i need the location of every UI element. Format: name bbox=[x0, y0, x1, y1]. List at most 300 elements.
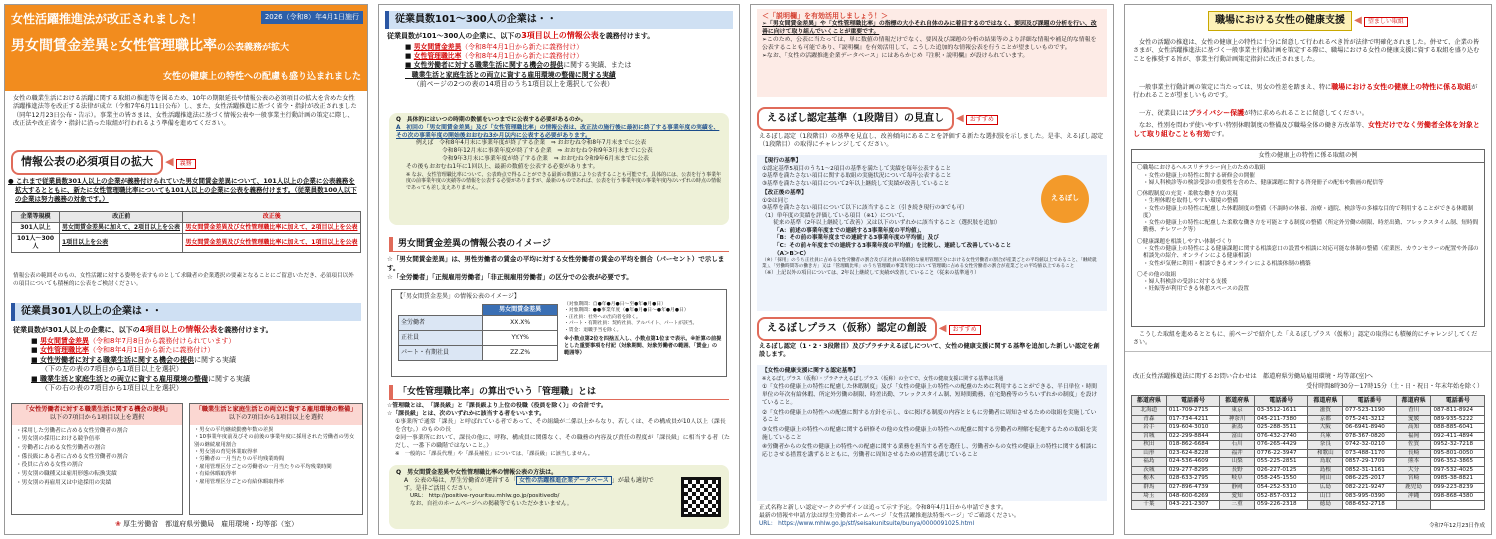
prefecture-cell: 秋田 bbox=[1132, 441, 1167, 450]
balance-box bbox=[189, 403, 363, 515]
phone-cell: 026-227-0125 bbox=[1254, 466, 1307, 475]
phone-cell: 018-862-6684 bbox=[1166, 441, 1219, 450]
prefecture-cell: 宮城 bbox=[1132, 432, 1167, 441]
section2-title: 男女間賃金差異の情報公表のイメージ bbox=[389, 237, 729, 252]
balance-box-sub: 以下の7項目から1項目以上を選択 bbox=[228, 414, 324, 422]
banner-main-b: と bbox=[109, 42, 119, 53]
footer-text: 厚生労働省 都道府県労働局 雇用環境・均等部（室） bbox=[123, 520, 299, 528]
section2-items bbox=[31, 337, 361, 394]
item-c: （下の左の表の7項目から1項目以上を選択） bbox=[41, 365, 183, 374]
leaflet-page-4 bbox=[1124, 4, 1492, 535]
para3-c: が特に求められることに留意してください。 bbox=[1244, 110, 1368, 117]
prefecture-cell: 宮崎 bbox=[1396, 475, 1431, 484]
list-item: ③女性の健康上の特性への配慮に関する研修その他の女性の健康上の特性への配慮に関する労働者の理解を促進するための取組を実施していること bbox=[762, 426, 1097, 441]
th-phone: 電話番号 bbox=[1431, 396, 1485, 407]
prefecture-cell: 岡山 bbox=[1308, 475, 1343, 484]
database-url[interactable]: URL： http://positive-ryouritsu.mhlw.go.jp/positivedb/ bbox=[410, 493, 560, 500]
plus-criteria-head: 【女性の健康支援に関する認定基準】 bbox=[762, 368, 859, 374]
prefecture-cell: 福井 bbox=[1220, 449, 1255, 458]
list-item: ③基準を満たさない項目について2年以上継続して実績が改善していること bbox=[762, 180, 950, 187]
phone-cell: 0857-29-1709 bbox=[1343, 458, 1396, 467]
created-date: 令和7年12月23日作成 bbox=[1429, 523, 1485, 529]
th-size: 企業等規模 bbox=[12, 212, 60, 223]
section2-heading bbox=[751, 107, 1113, 131]
prefecture-phone-table bbox=[1131, 395, 1485, 510]
item-c: に関する実績、または bbox=[563, 61, 632, 70]
section2-title: 従業員301人以上の企業は・・ bbox=[11, 303, 361, 321]
list-item: ・男女の平均継続勤務年数の差異 bbox=[194, 426, 274, 433]
page4-tag: 望ましい取組 bbox=[1364, 17, 1408, 27]
balance-box-title: 「職業生活と家庭生活との両立に資する雇用環境の整備」 bbox=[195, 406, 357, 413]
leaflet-page-3 bbox=[750, 4, 1114, 535]
table-cell: YY.Y% bbox=[483, 331, 558, 346]
section1-title: 従業員数101～300人の企業は・・ bbox=[385, 11, 733, 29]
item-c: に資する雇用環境の整備に関する実績 bbox=[500, 70, 616, 79]
opportunity-box-sub: 以下の7項目から1項目以上を選択 bbox=[49, 414, 145, 422]
section3-heading bbox=[751, 317, 1113, 341]
phone-cell: 082-221-9247 bbox=[1343, 484, 1396, 493]
section3-lead: えるぼし認定（1・2・3段階目）及びプラチナえるぼしについて、女性の健康支援に関する基準を追加した新しい認定を創設します。 bbox=[759, 343, 1100, 359]
table-row bbox=[1132, 492, 1485, 501]
para3 bbox=[1125, 109, 1491, 118]
section3-tag: おすすめ bbox=[949, 325, 981, 335]
phone-cell: 027-896-4739 bbox=[1166, 484, 1219, 493]
list-item: ・男女別の育児休業取得率 bbox=[194, 448, 258, 455]
phone-cell: 054-252-5310 bbox=[1254, 484, 1307, 493]
para4-c: です。 bbox=[1210, 131, 1229, 139]
balance-list bbox=[190, 425, 362, 488]
list-item: ④労働者からの女性の健康上の特性への配慮に関する業務を担当する者を選任し、労働者からの女性の健康上の特性に関する相談に応じさせる措置を講ずるとともに、労働者に周知させるための措置を講じていること bbox=[762, 444, 1097, 458]
list-item: 「A：前述の事業年度までの連続する3事業年度の平均値」、 bbox=[774, 227, 925, 234]
phone-cell: 0952-32-7218 bbox=[1431, 441, 1485, 450]
prefecture-cell: 鹿児島 bbox=[1396, 484, 1431, 493]
eruboshi-badge-text: えるぼし bbox=[1051, 194, 1079, 203]
prefecture-cell: 滋賀 bbox=[1308, 407, 1343, 416]
table-row bbox=[1132, 501, 1485, 510]
para4 bbox=[1125, 121, 1491, 140]
list-item bbox=[405, 52, 733, 61]
plus-criteria-sub: ※えるぼしプラス（仮称）・プラチナえるぼしプラス（仮称）の全てで、女性の健康支援に関する基準は共通 bbox=[762, 375, 1004, 382]
leaflet-page-1 bbox=[4, 4, 368, 535]
prefecture-cell: 佐賀 bbox=[1396, 441, 1431, 450]
section1-lead bbox=[379, 31, 739, 42]
table-row bbox=[1132, 441, 1485, 450]
table-row bbox=[1132, 449, 1485, 458]
list-item: 〇休暇制度の充実・柔軟な働き方の実現 bbox=[1137, 191, 1238, 198]
table-row bbox=[1132, 458, 1485, 467]
list-item: ・男女別の職種又は雇用形態の転換実績 bbox=[16, 471, 117, 477]
list-item: 「C：その前々年度までの連続する3事業年度の平均値」を比較し、連続して改善していること bbox=[774, 243, 1012, 250]
list-item: 〇職場におけるヘルスリテラシー向上のための取組 bbox=[1137, 165, 1266, 172]
section2-text-b: ☆「全労働者」「正規雇用労働者」「非正規雇用労働者」の区分での公表が必要です。 bbox=[387, 272, 633, 281]
section2-text-a: ☆「男女間賃金差異」は、男性労働者の賃金の平均に対する女性労働者の賃金の平均を割合（パーセント）で示します。 bbox=[387, 255, 725, 272]
list-item: ・生理休暇を取得しやすい環境の整備 bbox=[1143, 198, 1239, 205]
page4-heading bbox=[1165, 11, 1451, 31]
phone-cell: 097-532-4025 bbox=[1431, 466, 1485, 475]
table-row bbox=[1132, 407, 1485, 416]
disclosure-table bbox=[11, 211, 361, 253]
item-a: ■ bbox=[405, 52, 414, 61]
item-c: に関する実績 bbox=[208, 374, 251, 383]
phone-cell: 022-299-8844 bbox=[1166, 432, 1219, 441]
phone-cell: 076-265-4429 bbox=[1254, 441, 1307, 450]
table-row bbox=[1132, 432, 1485, 441]
list-item bbox=[405, 80, 733, 89]
list-item: ・有給休暇取得率 bbox=[194, 471, 237, 478]
th-phone: 電話番号 bbox=[1254, 396, 1307, 407]
table-header bbox=[12, 212, 361, 223]
section1-heading bbox=[385, 11, 733, 29]
list-item: ・婦人科検診等の検診受診の重要性を含めた、健康課題に関する啓発冊子の配布や動画の配信等 bbox=[1143, 179, 1384, 186]
list-item: （対象期間：自●年●月●日～至●年●月●日） bbox=[564, 302, 666, 307]
database-link[interactable]: 女性の活躍推進企業データベース bbox=[516, 476, 612, 485]
eruboshi-criteria-box bbox=[757, 155, 1107, 311]
banner-main-a: 男女間賃金差異 bbox=[11, 38, 109, 54]
list-item bbox=[31, 346, 361, 355]
list-item: ・女性の健康上の特性に配慮した休暇制度の整備（不調時の休養、治療・通院、検診等の多様な目的で利用することができる休暇制度） bbox=[1143, 205, 1474, 219]
section2-heading bbox=[11, 303, 361, 321]
prefecture-cell: 広島 bbox=[1308, 484, 1343, 493]
list-item: 〇その他の取組 bbox=[1137, 271, 1177, 278]
phone-cell: 0852-31-1161 bbox=[1343, 466, 1396, 475]
section2-tag: おすすめ bbox=[966, 115, 998, 125]
table-row bbox=[399, 346, 558, 361]
item-a: ■ 職業生活と家庭生活との両立に資する雇用環境の整備 bbox=[31, 374, 209, 383]
initiatives-list bbox=[1132, 163, 1484, 295]
phone-cell bbox=[1431, 501, 1485, 510]
table-header bbox=[1132, 396, 1485, 407]
list-item: ・女性の健康上の特性に配慮した柔軟な働き方を可能とする制度の整備（所定外労働の制限、時差出勤、フレックスタイム制、短時間勤務、テレワーク等） bbox=[1143, 220, 1479, 234]
phone-cell: 03-3512-1611 bbox=[1254, 407, 1307, 416]
item-c: に関する実績 bbox=[194, 355, 237, 364]
section3-text bbox=[379, 403, 739, 458]
list-item: ②同一事業所において、課長の他に、呼称、構成員に関係なく、その職務の内容及び責任の程度が「課長級」に相当する者（ただし、一番下の職階ではないこと。） bbox=[395, 434, 730, 449]
section2-lead bbox=[5, 325, 367, 336]
section2-lead-c: を義務付けます。 bbox=[217, 326, 273, 334]
eruboshi-badge-icon bbox=[1041, 175, 1089, 223]
section1-heading bbox=[5, 150, 367, 175]
prefecture-cell: 東京 bbox=[1220, 407, 1255, 416]
list-item: 令和9年3月末に事業年度が終了する企業 ⇒ おおむね令和9年6月末までに公表 bbox=[442, 156, 649, 163]
arrow-icon: ◀ bbox=[1354, 15, 1362, 26]
list-item: （1）単年度の実績を評価している項目（※1）について、 bbox=[762, 212, 908, 219]
opportunity-box-head bbox=[12, 404, 182, 425]
prefecture-cell: 徳島 bbox=[1308, 501, 1343, 510]
table-row bbox=[12, 223, 361, 234]
list-item: ・労働者に占める女性労働者の割合 bbox=[16, 445, 106, 452]
qa-method-answer bbox=[396, 477, 661, 493]
phone-cell: 096-352-3865 bbox=[1431, 458, 1485, 467]
explanation-box bbox=[757, 9, 1107, 97]
prefecture-cell: 高知 bbox=[1396, 424, 1431, 433]
phone-cell: 073-488-1170 bbox=[1343, 449, 1396, 458]
list-item: ①「女性の健康上の特性に配慮した休暇制度」及び「女性の健康上の特性への配慮のために利用することができる、半日単位・時間単位の年次有給休暇、所定外労働の制限、時差出勤、フレックスタイム制、短時間勤務、在宅勤務等のうちいずれかの制度」を設けていること。 bbox=[762, 384, 1098, 406]
table-cell: 101人～300人 bbox=[12, 234, 60, 253]
list-item: 令和8年12月末に事業年度が終了する企業 ⇒ おおむね令和9年3月末までに公表 bbox=[442, 148, 653, 155]
banner-date: 2026（令和8）年4月1日施行 bbox=[261, 11, 363, 24]
prefecture-cell: 静岡 bbox=[1220, 484, 1255, 493]
prefecture-cell: 愛媛 bbox=[1396, 415, 1431, 424]
phone-cell: 043-221-2307 bbox=[1166, 501, 1219, 510]
phone-cell: 078-367-0820 bbox=[1343, 432, 1396, 441]
table-note: 情報公表の範囲そのもの、女性活躍に対する姿勢を表すものとして求職者の企業選択の要素となることにご留意いただき、必須項目以外の項目についても積極的に公表をご検討ください。 bbox=[13, 273, 354, 287]
balance-box-head bbox=[190, 404, 362, 425]
table-cell: 正社員 bbox=[399, 331, 483, 346]
section1-items bbox=[405, 43, 733, 89]
prefecture-cell: 香川 bbox=[1396, 407, 1431, 416]
qa-timing-question: Q 具体的にはいつの時期の数値をいつまでに公表する必要があるのか。 bbox=[396, 117, 587, 123]
phone-cell: 06-6941-8940 bbox=[1343, 424, 1396, 433]
list-item: ・パート・有期社員：契約社員、アルバイト、パートが該当。 bbox=[564, 321, 698, 327]
intro-text: 女性の職業生活における活躍に関する取組の推進等を図るため、10年の期限延長や情報公表の必須項目の拡大を含めた女性活躍推進法等を改正する法律が成立（令和7年6月11日公布）し、また、女性活躍推進に基づく省令・指針が改正されました（同年12月23日公布・告示）。事業主の皆さまは、女性活躍推進法に基づく情報公表や一般事業主行動計画の策定に際し、改正法や改正省令・指針に沿った取組が行われるよう準備を進めてください。 bbox=[13, 95, 357, 128]
prefecture-cell: 石川 bbox=[1220, 441, 1255, 450]
phone-cell: 088-652-2718 bbox=[1343, 501, 1396, 510]
prefecture-cell: 兵庫 bbox=[1308, 432, 1343, 441]
qa-method-question: Q 男女間賃金差異や女性管理職比率の情報公表の方法は。 bbox=[396, 469, 558, 476]
banner-main-d: の公表義務が拡大 bbox=[217, 43, 290, 53]
table-row bbox=[1132, 424, 1485, 433]
phone-cell: 048-600-6269 bbox=[1166, 492, 1219, 501]
item-a: ■ bbox=[31, 337, 41, 345]
section3-title: 「女性管理職比率」の算出でいう「管理職」とは bbox=[389, 385, 729, 400]
mhlw-url[interactable]: URL： https://www.mhlw.go.jp/stf/seisakunitsuite/bunya/0000091025.html bbox=[759, 520, 975, 527]
table-cell: 男女間賃金差異及び女性管理職比率に加えて、1項目以上を公表 bbox=[183, 234, 361, 253]
contact-hours: 受付時間8時30分～17時15分（土・日・祝日・年末年始を除く） bbox=[1306, 383, 1483, 390]
section3-heading bbox=[389, 385, 729, 400]
list-item: ・10事業年度前及びその前後の事業年度に採用された労働者の男女別の継続雇用割合 bbox=[194, 434, 355, 448]
list-item: 従来の基準（2年以上継続して改善）又は以下のいずれかに該当すること（選択肢を追加） bbox=[762, 220, 1001, 227]
list-item bbox=[31, 356, 361, 365]
list-item: ※ 一般的に「課長代理」や「課長補佐」については、「課長級」に該当しません。 bbox=[395, 450, 593, 457]
item-b: 男女間賃金差異 bbox=[40, 337, 90, 345]
section1-lead-c: を義務付けます。 bbox=[598, 32, 655, 40]
list-item: ➢なお、「女性の活躍推進企業データベース」にはあらかじめ『注釈・説明欄』が設けられています。 bbox=[762, 53, 1029, 60]
list-item: 例えば 令和8年4月末に事業年度が終了する企業 ⇒ おおむね令和8年7月末までに公表 bbox=[416, 140, 647, 147]
section2-heading bbox=[389, 237, 729, 252]
list-item: ・雇用管理区分ごとの労働者の一月当たりの平均残業時間 bbox=[194, 463, 332, 470]
banner-main bbox=[11, 37, 289, 56]
table-cell: 301人以上 bbox=[12, 223, 60, 234]
list-item bbox=[31, 375, 361, 384]
item-c: （令和8年4月1日から新たに義務付け） bbox=[461, 52, 584, 61]
item-c: （令和8年7月8日から義務付けられています） bbox=[89, 337, 236, 345]
prefecture-cell: 千葉 bbox=[1132, 501, 1167, 510]
wage-sample-head: 男女間賃金差異 bbox=[483, 305, 558, 316]
qa-method bbox=[389, 465, 729, 529]
para2-a: 一般事業主行動計画の策定に当たっては、男女の性差を踏まえ、特に bbox=[1139, 84, 1332, 91]
qa-timing-answer: A 初回の「男女間賃金差異」及び「女性管理職比率」の情報公表は、改正法の施行後に最初に終了する事業年度の実績を、その次の事業年度の開始後おおむね3か月以内に公表する必要があります。 bbox=[396, 124, 720, 139]
list-item: ③基準を満たさない項目について以下に該当すること（引き続き現行の③でも可） bbox=[762, 205, 968, 212]
prefecture-cell: 北海道 bbox=[1132, 407, 1167, 416]
prefecture-cell: 三重 bbox=[1220, 501, 1255, 510]
th-pref: 都道府県 bbox=[1308, 396, 1343, 407]
para2 bbox=[1125, 83, 1491, 101]
list-item: ・役員に占める女性の割合 bbox=[16, 462, 84, 469]
list-item: （A＞B＞C） bbox=[774, 250, 810, 257]
phone-cell: 029-277-8295 bbox=[1166, 466, 1219, 475]
phone-cell: 052-857-0312 bbox=[1254, 492, 1307, 501]
th-after: 改正後 bbox=[183, 212, 361, 223]
list-item: ①認定基準5項目のうち1～2項目の基準を満たして実績を毎年公表すること bbox=[762, 165, 952, 172]
th-phone: 電話番号 bbox=[1343, 396, 1396, 407]
phone-cell: 092-411-4894 bbox=[1431, 432, 1485, 441]
phone-cell: 083-995-0390 bbox=[1343, 492, 1396, 501]
section1-lead-b: 3項目以上の情報公表 bbox=[521, 31, 599, 40]
table-row bbox=[1132, 484, 1485, 493]
banner-line1: 女性活躍推進法が改正されました！ bbox=[11, 12, 204, 26]
explanation-lines bbox=[762, 21, 1102, 61]
opportunity-box bbox=[11, 403, 183, 515]
wage-sample-bold: ※小数点第2位を四捨五入し、小数点第1位まで表示。※計算の前提とした重要事項を付記（対象期間、対象労働者の範囲、「賃金」の範囲等） bbox=[564, 336, 722, 357]
item-c: （令和8年4月1日から新たに義務付け） bbox=[461, 43, 584, 51]
list-item: ・女性の健康上の特性による健康課題に関する相談窓口の設置や相談に対応可能な体制の整備（産業医、カウンセラーの配置や外部の相談先の紹介、オンラインによる健康相談） bbox=[1143, 246, 1479, 260]
phone-cell: 0985-38-8821 bbox=[1431, 475, 1485, 484]
th-pref: 都道府県 bbox=[1220, 396, 1255, 407]
phone-cell: 075-241-3212 bbox=[1343, 415, 1396, 424]
prefecture-cell: 島根 bbox=[1308, 466, 1343, 475]
phone-cell: 0776-22-3947 bbox=[1254, 449, 1307, 458]
list-item: ・対象期間：●●事業年度（●年●月●日～●年●月●日） bbox=[564, 308, 689, 314]
wage-sample-box bbox=[391, 289, 727, 377]
para5: こうした取組を進めるとともに、前ページで紹介した「えるぼしプラス（仮称）」認定の取得にも積極的にチャレンジしてください。 bbox=[1133, 331, 1478, 347]
prefecture-cell: 奈良 bbox=[1308, 441, 1343, 450]
para4-b: 女性だけでなく労働者全体を対象として取り組むことも有効 bbox=[1133, 121, 1480, 139]
item-a: 職業生活と家庭生活との両立 bbox=[405, 70, 501, 79]
list-item: 最新の情報や申請方法は厚生労働省ホームページ「女性活躍推進法特集ページ」でご確認ください。 bbox=[759, 512, 1020, 519]
prefecture-cell: 鳥取 bbox=[1308, 458, 1343, 467]
list-item: ・婦人科検診の受診に対する支援 bbox=[1143, 279, 1227, 286]
para1: 女性の活躍の推進は、女性の健康上の特性に十分に留意して行われるべき旨が法律で明確化されました。併せて、企業の皆さまが、女性活躍推進法に基づく一般事業主行動計画を策定する際に、職場における女性の健康支援に資する取組を盛り込むことを推奨する旨が、事業主行動計画策定指針に改正されました。 bbox=[1133, 39, 1480, 63]
table-row bbox=[399, 331, 558, 346]
prefecture-cell: 山形 bbox=[1132, 449, 1167, 458]
list-item: ・雇用管理区分ごとの有給休暇取得率 bbox=[194, 478, 285, 485]
section1-tag: 義務 bbox=[176, 159, 196, 169]
phone-cell: 076-432-2740 bbox=[1254, 432, 1307, 441]
wage-sample-table bbox=[398, 304, 558, 361]
item-b: 男女間賃金差異 bbox=[413, 43, 462, 51]
prefecture-cell: 群馬 bbox=[1132, 484, 1167, 493]
phone-cell: 095-801-0050 bbox=[1431, 449, 1485, 458]
qa-method-tail: なお、自社のホームページへの掲載等でもいただかまいません。 bbox=[410, 500, 573, 507]
qa-timing-tail: その後もおおむね1年に1回以上、最新の数値を公表する必要があります。 bbox=[406, 163, 599, 170]
item-c: （前ページの2つの表の14項目のうち1項目以上を選択して公表） bbox=[413, 79, 614, 88]
qr-code-icon[interactable] bbox=[681, 477, 721, 517]
section2-lead-b: 4項目以上の情報公表 bbox=[139, 325, 218, 334]
item-a: ■ 女性労働者に対する職業生活に関する機会の提供 bbox=[405, 61, 564, 70]
phone-cell: 077-523-1190 bbox=[1343, 407, 1396, 416]
list-item bbox=[31, 384, 361, 393]
new-criteria-head: 【改正後の基準】 bbox=[762, 190, 807, 197]
list-item: ➢このため、公表に当たっては、単に数値の情報だけでなく、要因及び課題の分析の結果等のより詳細な情報や補足的な情報を公表することも可能であり、『説明欄』を有効活用して、こうした追加的な情報公表を行うことが望ましいものです。 bbox=[762, 37, 1097, 52]
qa-timing-examples bbox=[396, 140, 722, 163]
phone-cell: 099-223-8239 bbox=[1431, 484, 1485, 493]
phone-cell: 058-245-1550 bbox=[1254, 475, 1307, 484]
list-item: ・女性が気軽に利用・相談できるオンラインによる相談体制の構築 bbox=[1143, 260, 1311, 267]
page3-footer bbox=[751, 505, 1113, 528]
table-cell: パート・有期社員 bbox=[399, 346, 483, 361]
explanation-title: ＜「説明欄」を有効活用しましょう！＞ bbox=[762, 12, 888, 20]
list-item: 「B：その前の事業年度までの連続する3事業年度の平均値」及び bbox=[774, 235, 939, 242]
prefecture-cell: 福島 bbox=[1132, 458, 1167, 467]
prefecture-cell: 和歌山 bbox=[1308, 449, 1343, 458]
item-a: ■ bbox=[405, 43, 414, 51]
qa-method-answer-a: A 公表の場は、厚生労働省が運営する「 bbox=[404, 477, 517, 485]
mhlw-logo-icon: ❀ bbox=[115, 520, 121, 528]
phone-cell: 024-536-4609 bbox=[1166, 458, 1219, 467]
phone-cell: 0742-32-0210 bbox=[1343, 441, 1396, 450]
list-item: ・労働者の一月当たりの平均残業時間 bbox=[194, 456, 285, 463]
phone-cell: 086-225-2017 bbox=[1343, 475, 1396, 484]
th-pref: 都道府県 bbox=[1396, 396, 1431, 407]
prefecture-cell bbox=[1396, 501, 1431, 510]
list-item: ②基準を満たさない項目に関する取組の実施状況について毎年公表すること bbox=[762, 173, 952, 180]
list-item: ①②は同じ bbox=[762, 197, 789, 204]
opportunity-box-title: 「女性労働者に対する職業生活に関する機会の提供」 bbox=[22, 406, 172, 413]
phone-cell: 059-226-2318 bbox=[1254, 501, 1307, 510]
section1-bullet: ● これまで従業員数301人以上の企業が義務付けられていた男女間賃金差異について、101人以上の企業に公表義務を拡大するとともに、新たに女性管理職比率についても101人以上の企業に公表を義務付けます。（従業員数100人以下の企業は努力義務の対象です。） bbox=[8, 177, 357, 203]
list-item: ・賃金：退職手当を除く。 bbox=[564, 327, 622, 333]
list-item: ②「女性の健康上の特性への配慮に関する方針を示し、①に掲げる制度の内容とともに労働者に周知させるための取組を実施していること bbox=[762, 409, 1097, 424]
prefecture-cell: 岩手 bbox=[1132, 424, 1167, 433]
list-item bbox=[405, 61, 733, 70]
prefecture-cell: 栃木 bbox=[1132, 475, 1167, 484]
arrow-icon: ◀ bbox=[165, 155, 174, 168]
qa-timing-note: ※ なお、女性管理職比率について、公表時点で得ることができる最新の数値により公表することも可能です。具体的には、公表を行う事業年度の前事業年度の実績等の情報を公表する必要がありますが、最新のものであれば、公表を行う事業年度の事業年度内のいずれの時点の情報であっても差し支えありません。 bbox=[406, 171, 722, 192]
prefecture-cell: 青森 bbox=[1132, 415, 1167, 424]
table-row bbox=[12, 234, 361, 253]
list-item: ・係長級にある者に占める女性労働者の割合 bbox=[16, 453, 128, 460]
footer bbox=[115, 520, 367, 529]
phone-cell: 011-709-2715 bbox=[1166, 407, 1219, 416]
list-item bbox=[31, 365, 361, 374]
prefecture-cell: 山口 bbox=[1308, 492, 1343, 501]
table-row bbox=[1132, 415, 1485, 424]
list-item: 〇健康課題を相談しやすい体制づくり bbox=[1137, 238, 1233, 245]
list-item: 正式名称と新しい認定マークのデザインは追って示す予定。令和8年4月1日から申請できます。 bbox=[759, 505, 1007, 511]
phone-cell: 019-604-3010 bbox=[1166, 424, 1219, 433]
phone-cell: 025-288-3511 bbox=[1254, 424, 1307, 433]
item-c: （令和8年4月1日から新たに義務付け） bbox=[89, 346, 215, 355]
section2-lead: えるぼし認定（1段階目）の基準を見直し、改善傾向にあることを評価する新たな選択肢を示しました。是非、えるぼし認定（1段階目）の取得にチャレンジしてください。 bbox=[759, 133, 1104, 149]
prefecture-cell: 大阪 bbox=[1308, 424, 1343, 433]
list-item: ・妊娠等が利用できる休憩スペースの設置 bbox=[1143, 286, 1250, 293]
section2-lead-a: 従業員数が301人以上の企業に、以下の bbox=[13, 326, 140, 334]
list-item: ・採用した労働者に占める女性労働者の割合 bbox=[16, 427, 128, 434]
prefecture-cell: 山梨 bbox=[1220, 458, 1255, 467]
opportunity-list bbox=[12, 425, 182, 490]
contact-text: 改正女性活躍推進法に関するお問い合わせは 都道府県労働局雇用環境・均等部(室)へ bbox=[1133, 373, 1373, 380]
table-cell: ZZ.Z% bbox=[483, 346, 558, 361]
phone-cell: 088-885-6041 bbox=[1431, 424, 1485, 433]
arrow-icon: ◀ bbox=[938, 323, 947, 334]
section3-title: えるぼしプラス（仮称）認定の創設 bbox=[757, 317, 937, 341]
phone-cell: 087-811-8924 bbox=[1431, 407, 1485, 416]
list-item: ・女性の健康上の特性に関する研修会の開催 bbox=[1143, 172, 1255, 179]
list-item: ➢「男女間賃金差異」や「女性管理職比率」の指標の大小それ自体のみに着目するのではなく、要因及び課題の分析を行い、改善に向けて取り組んでいくことが重要です。 bbox=[762, 21, 1097, 36]
current-criteria-head: 【現行の基準】 bbox=[762, 158, 802, 164]
plus-criteria-box bbox=[757, 365, 1107, 501]
prefecture-cell: 神奈川 bbox=[1220, 415, 1255, 424]
title-banner bbox=[5, 5, 367, 91]
list-item bbox=[405, 71, 733, 80]
prefecture-cell: 茨城 bbox=[1132, 466, 1167, 475]
table-row bbox=[1132, 466, 1485, 475]
phone-cell: 028-633-2795 bbox=[1166, 475, 1219, 484]
table-cell: 全労働者 bbox=[399, 316, 483, 331]
para3-b: プライバシー保護 bbox=[1188, 109, 1245, 117]
arrow-icon: ◀ bbox=[956, 113, 964, 124]
initiatives-box bbox=[1131, 149, 1485, 327]
